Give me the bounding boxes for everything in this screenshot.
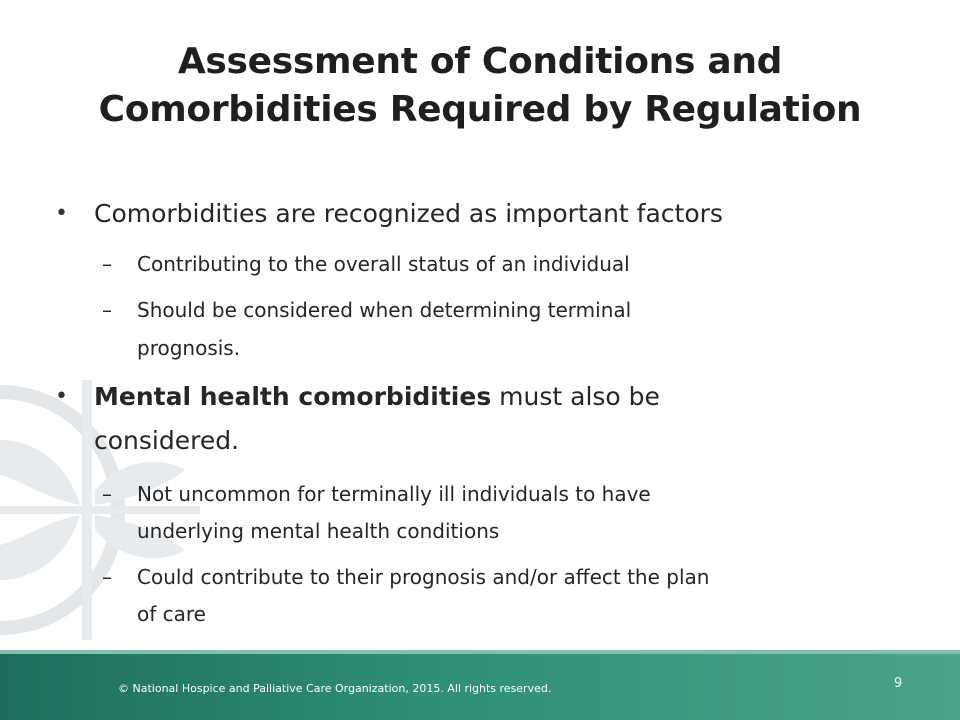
sub-bullet-1-1 <box>102 246 630 282</box>
sub-bullet-2-2 <box>102 559 710 595</box>
slide-title-line-1: Assessment of Conditions and <box>177 41 783 82</box>
bullet-2-bold-text: Mental health comorbidities <box>94 382 492 411</box>
sub-bullet-2-1-cont <box>137 513 499 549</box>
sub-bullet-2-2-cont-text: of care <box>137 602 206 626</box>
sub-bullet-2-1 <box>102 476 651 512</box>
sub-bullet-1-1-text: Contributing to the overall status of an individual <box>137 252 630 276</box>
dash-icon: – <box>102 298 112 322</box>
dash-icon: – <box>102 252 112 276</box>
copyright-text: © National Hospice and Palliative Care Organization, 2015. All rights reserved. <box>118 682 552 695</box>
bullet-2 <box>55 378 660 415</box>
bullet-1 <box>55 195 723 232</box>
sub-bullet-1-2 <box>102 292 632 328</box>
sub-bullet-1-2-cont-text: prognosis. <box>137 336 241 360</box>
sub-bullet-2-1-cont-text: underlying mental health conditions <box>137 519 500 543</box>
dash-icon: – <box>102 565 112 589</box>
bullet-dot-icon: • <box>55 384 68 409</box>
dash-icon: – <box>102 482 112 506</box>
bullet-2-text: must also be <box>491 382 660 411</box>
bullet-2-cont <box>94 422 239 459</box>
bullet-1-text: Comorbidities are recognized as important factors <box>94 199 723 228</box>
sub-bullet-2-2-cont <box>137 596 206 632</box>
bullet-2-cont-text: considered. <box>94 426 240 455</box>
bullet-dot-icon: • <box>55 201 68 226</box>
sub-bullet-1-2-cont <box>137 330 240 366</box>
sub-bullet-2-1-text: Not uncommon for terminally ill individuals to have <box>137 482 651 506</box>
page-number: 9 <box>894 676 903 691</box>
sub-bullet-1-2-text: Should be considered when determining terminal <box>137 298 632 322</box>
slide-title-line-2: Comorbidities Required by Regulation <box>98 89 862 130</box>
sub-bullet-2-2-text: Could contribute to their prognosis and/or affect the plan <box>137 565 710 589</box>
